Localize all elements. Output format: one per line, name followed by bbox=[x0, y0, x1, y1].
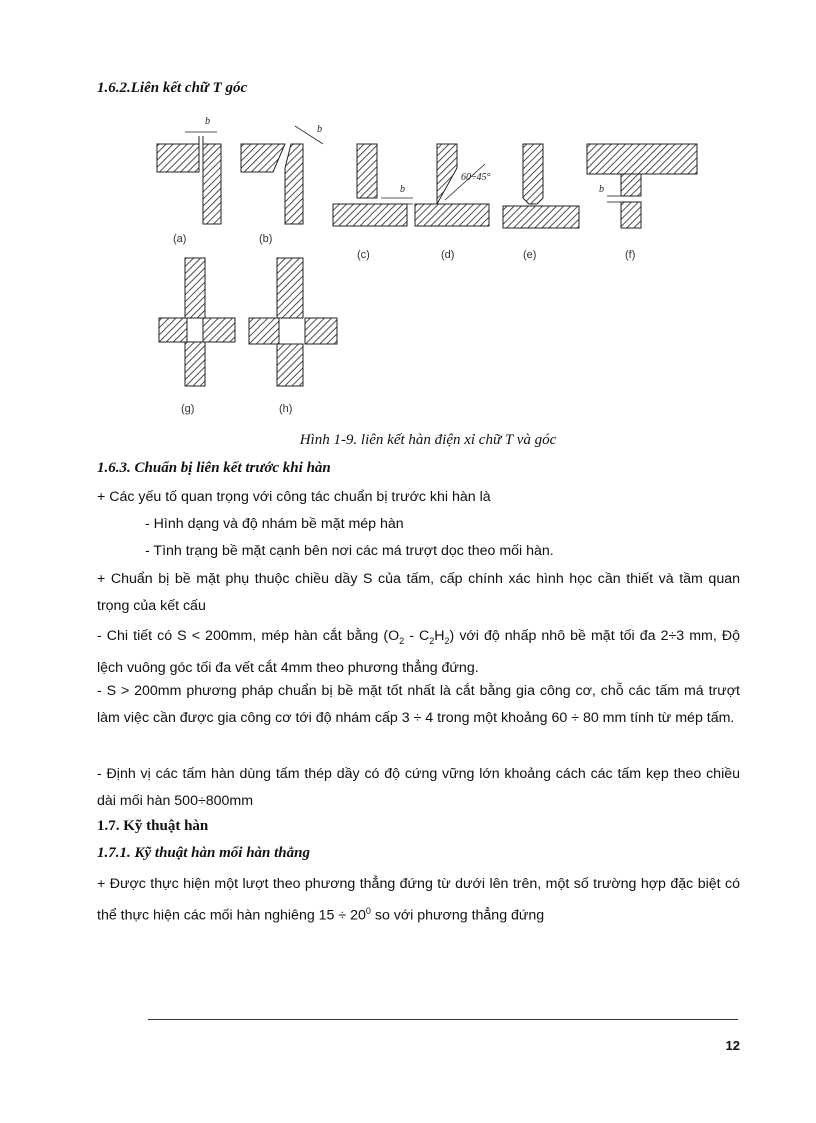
joint-c bbox=[333, 144, 413, 261]
paragraph-vertical-welding: + Được thực hiện một lượt theo phương thẳng đứng từ dưới lên trên, một số trường hợp đặc biệt có thể thực hiện các mối hàn nghiêng $15 \div 20^0$ so với phương thẳng đứng bbox=[97, 876, 740, 924]
footer-rule-middle bbox=[296, 1019, 590, 1020]
paragraph-surface-prep: + Chuẩn bị bề mặt phụ thuộc chiều dầy S của tấm, cấp chính xác hình học cần thiết và tầm quan trọng của kết cấu bbox=[97, 571, 740, 614]
paragraph-s-under-200: - Chi tiết có S < 200mm, mép hàn cắt bằng $(O_2 - C_2H_2)$ với độ nhấp nhô bề mặt tối đa 2÷3 mm, Độ lệch vuông góc tối đa vết cắt 4mm theo phương thẳng đứng. bbox=[97, 628, 741, 676]
label-f: (f) bbox=[625, 249, 636, 261]
section-heading-1-7-1: 1.7.1. Kỹ thuật hàn mối hàn thẳng bbox=[97, 845, 310, 861]
paragraph-prep-factor-surface: - Tình trạng bề mặt cạnh bên nơi các má trượt dọc theo mối hàn. bbox=[145, 543, 554, 559]
joint-a bbox=[157, 116, 221, 245]
joint-d bbox=[415, 144, 491, 261]
dim-b-a: b bbox=[205, 116, 210, 127]
dim-b-b: b bbox=[317, 124, 322, 135]
page-number: 12 bbox=[725, 1038, 740, 1053]
section-heading-1-6-2: 1.6.2.Liên kết chữ T góc bbox=[97, 80, 248, 96]
dim-b-c: b bbox=[400, 184, 405, 195]
label-b: (b) bbox=[259, 233, 273, 245]
joint-b bbox=[241, 124, 323, 245]
label-d: (d) bbox=[441, 249, 455, 261]
footer-rule-right bbox=[590, 1019, 738, 1020]
label-a: (a) bbox=[173, 233, 187, 245]
paragraph-prep-factors: + Các yếu tố quan trọng với công tác chuẩn bị trước khi hàn là bbox=[97, 489, 491, 505]
joint-f bbox=[587, 144, 697, 261]
dim-b-f: b bbox=[599, 184, 604, 195]
paragraph-s-over-200: - S > 200mm phương pháp chuẩn bị bề mặt tốt nhất là cắt bằng gia công cơ, chỗ các tấm má trượt làm việc cần được gia công cơ tới độ nhám cấp 3 ÷ 4 trong một khoảng 60 ÷ 80 mm tính từ mép tấm. bbox=[97, 683, 740, 726]
figure-caption: Hình 1-9. liên kết hàn điện xỉ chữ T và góc bbox=[299, 432, 557, 448]
dim-angle-d: 60÷45° bbox=[461, 172, 491, 183]
paragraph-prep-factor-shape: - Hình dạng và độ nhám bề mặt mép hàn bbox=[145, 516, 404, 532]
label-g: (g) bbox=[181, 403, 195, 415]
label-h: (h) bbox=[279, 403, 293, 415]
figure-t-joints bbox=[145, 108, 705, 428]
paragraph-clamp-plates: - Định vị các tấm hàn dùng tấm thép dầy có độ cứng vững lớn khoảng cách các tấm kẹp theo chiều dài mối hàn 500÷800mm bbox=[97, 766, 740, 809]
joint-e bbox=[503, 144, 579, 261]
label-e: (e) bbox=[523, 249, 537, 261]
section-heading-1-6-3: 1.6.3. Chuẩn bị liên kết trước khi hàn bbox=[97, 460, 331, 476]
section-heading-1-7: 1.7. Kỹ thuật hàn bbox=[97, 818, 209, 834]
joint-h bbox=[249, 258, 337, 415]
joint-g bbox=[159, 258, 235, 415]
footer-rule-left bbox=[148, 1019, 296, 1020]
label-c: (c) bbox=[357, 249, 370, 261]
